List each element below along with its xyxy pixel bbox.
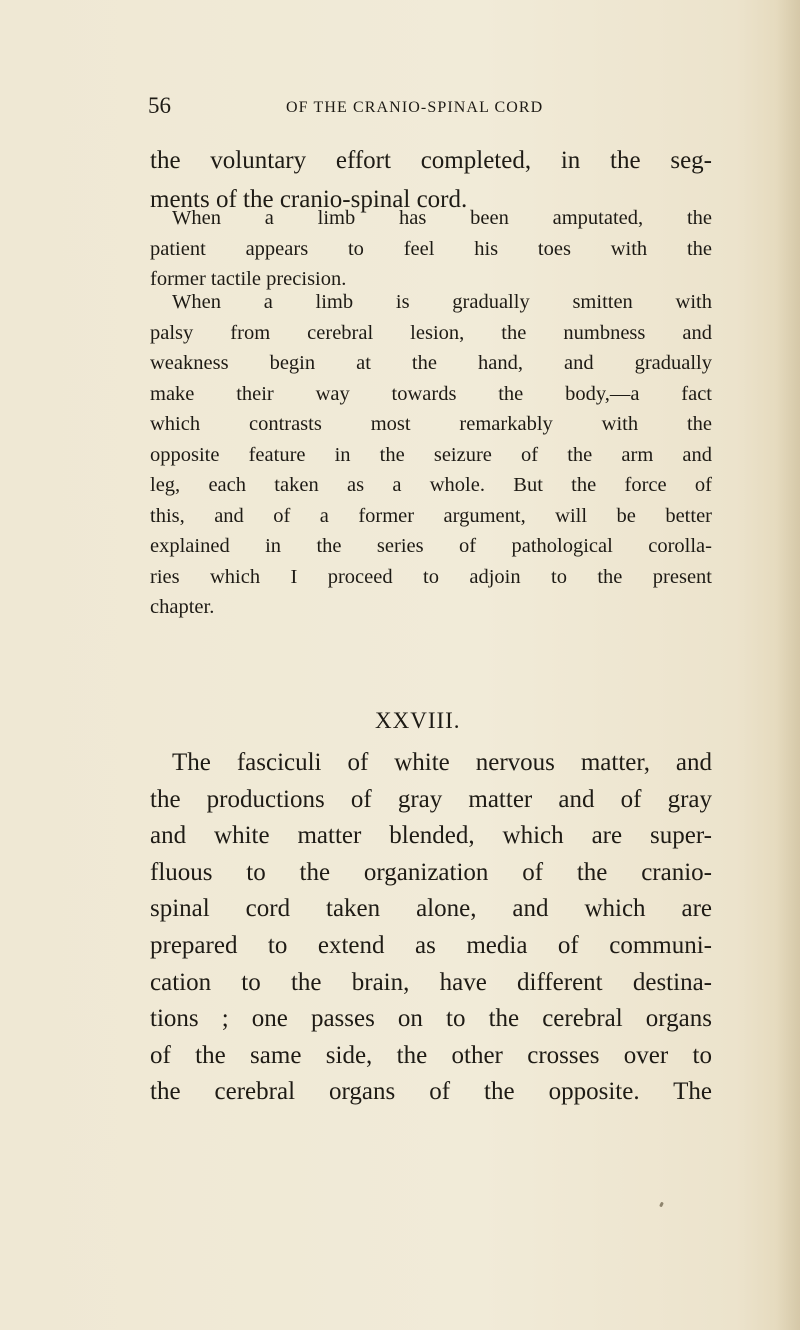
paragraph-cerebral-palsy xyxy=(150,287,712,623)
text-line: palsy from cerebral lesion, the numbness and xyxy=(150,321,712,344)
text-line: weakness begin at the hand, and gradually xyxy=(150,352,712,374)
text-line: cation to the brain, have different destina- xyxy=(150,968,712,996)
text-line: the voluntary effort completed, in the seg- xyxy=(150,147,712,174)
text-line: which contrasts most remarkably with the xyxy=(150,413,712,435)
text-line: make their way towards the body,—a fact xyxy=(150,382,712,405)
paper-speck xyxy=(659,1202,664,1208)
text-line: ments of the cranio-spinal cord. xyxy=(150,185,468,213)
page-number: 56 xyxy=(148,93,171,118)
text-line: tions ; one passes on to the cerebral organs xyxy=(150,1005,712,1033)
text-line: and white matter blended, which are super- xyxy=(150,822,712,850)
text-line: fluous to the organization of the cranio- xyxy=(150,858,712,886)
text-line: explained in the series of pathological corolla- xyxy=(150,535,712,557)
text-line: the cerebral organs of the opposite. The xyxy=(150,1078,712,1106)
text-line: prepared to extend as media of communi- xyxy=(150,931,712,959)
text-line: chapter. xyxy=(150,596,215,618)
paragraph-fasciculi xyxy=(150,745,712,1111)
text-line: the productions of gray matter and of gray xyxy=(150,785,712,813)
text-line: opposite feature in the seizure of the arm and xyxy=(150,443,712,466)
text-line: former tactile precision. xyxy=(150,268,347,290)
text-line: When a limb is gradually smitten with xyxy=(172,291,712,313)
text-line: When a limb has been amputated, the xyxy=(172,207,712,229)
text-line: of the same side, the other crosses over to xyxy=(150,1041,712,1069)
text-line: leg, each taken as a whole. But the force of xyxy=(150,474,712,496)
text-line: The fasciculi of white nervous matter, and xyxy=(172,749,712,776)
text-line: spinal cord taken alone, and which are xyxy=(150,895,712,923)
paragraph-amputated-limb xyxy=(150,203,712,295)
text-line: ries which I proceed to adjoin to the present xyxy=(150,565,712,588)
text-line: this, and of a former argument, will be better xyxy=(150,504,712,527)
section-number: XXVIII. xyxy=(375,708,461,733)
running-header xyxy=(148,94,708,124)
page-edge-shadow xyxy=(776,0,800,1330)
text-line: patient appears to feel his toes with the xyxy=(150,237,712,260)
running-title: OF THE CRANIO-SPINAL CORD xyxy=(286,99,544,116)
